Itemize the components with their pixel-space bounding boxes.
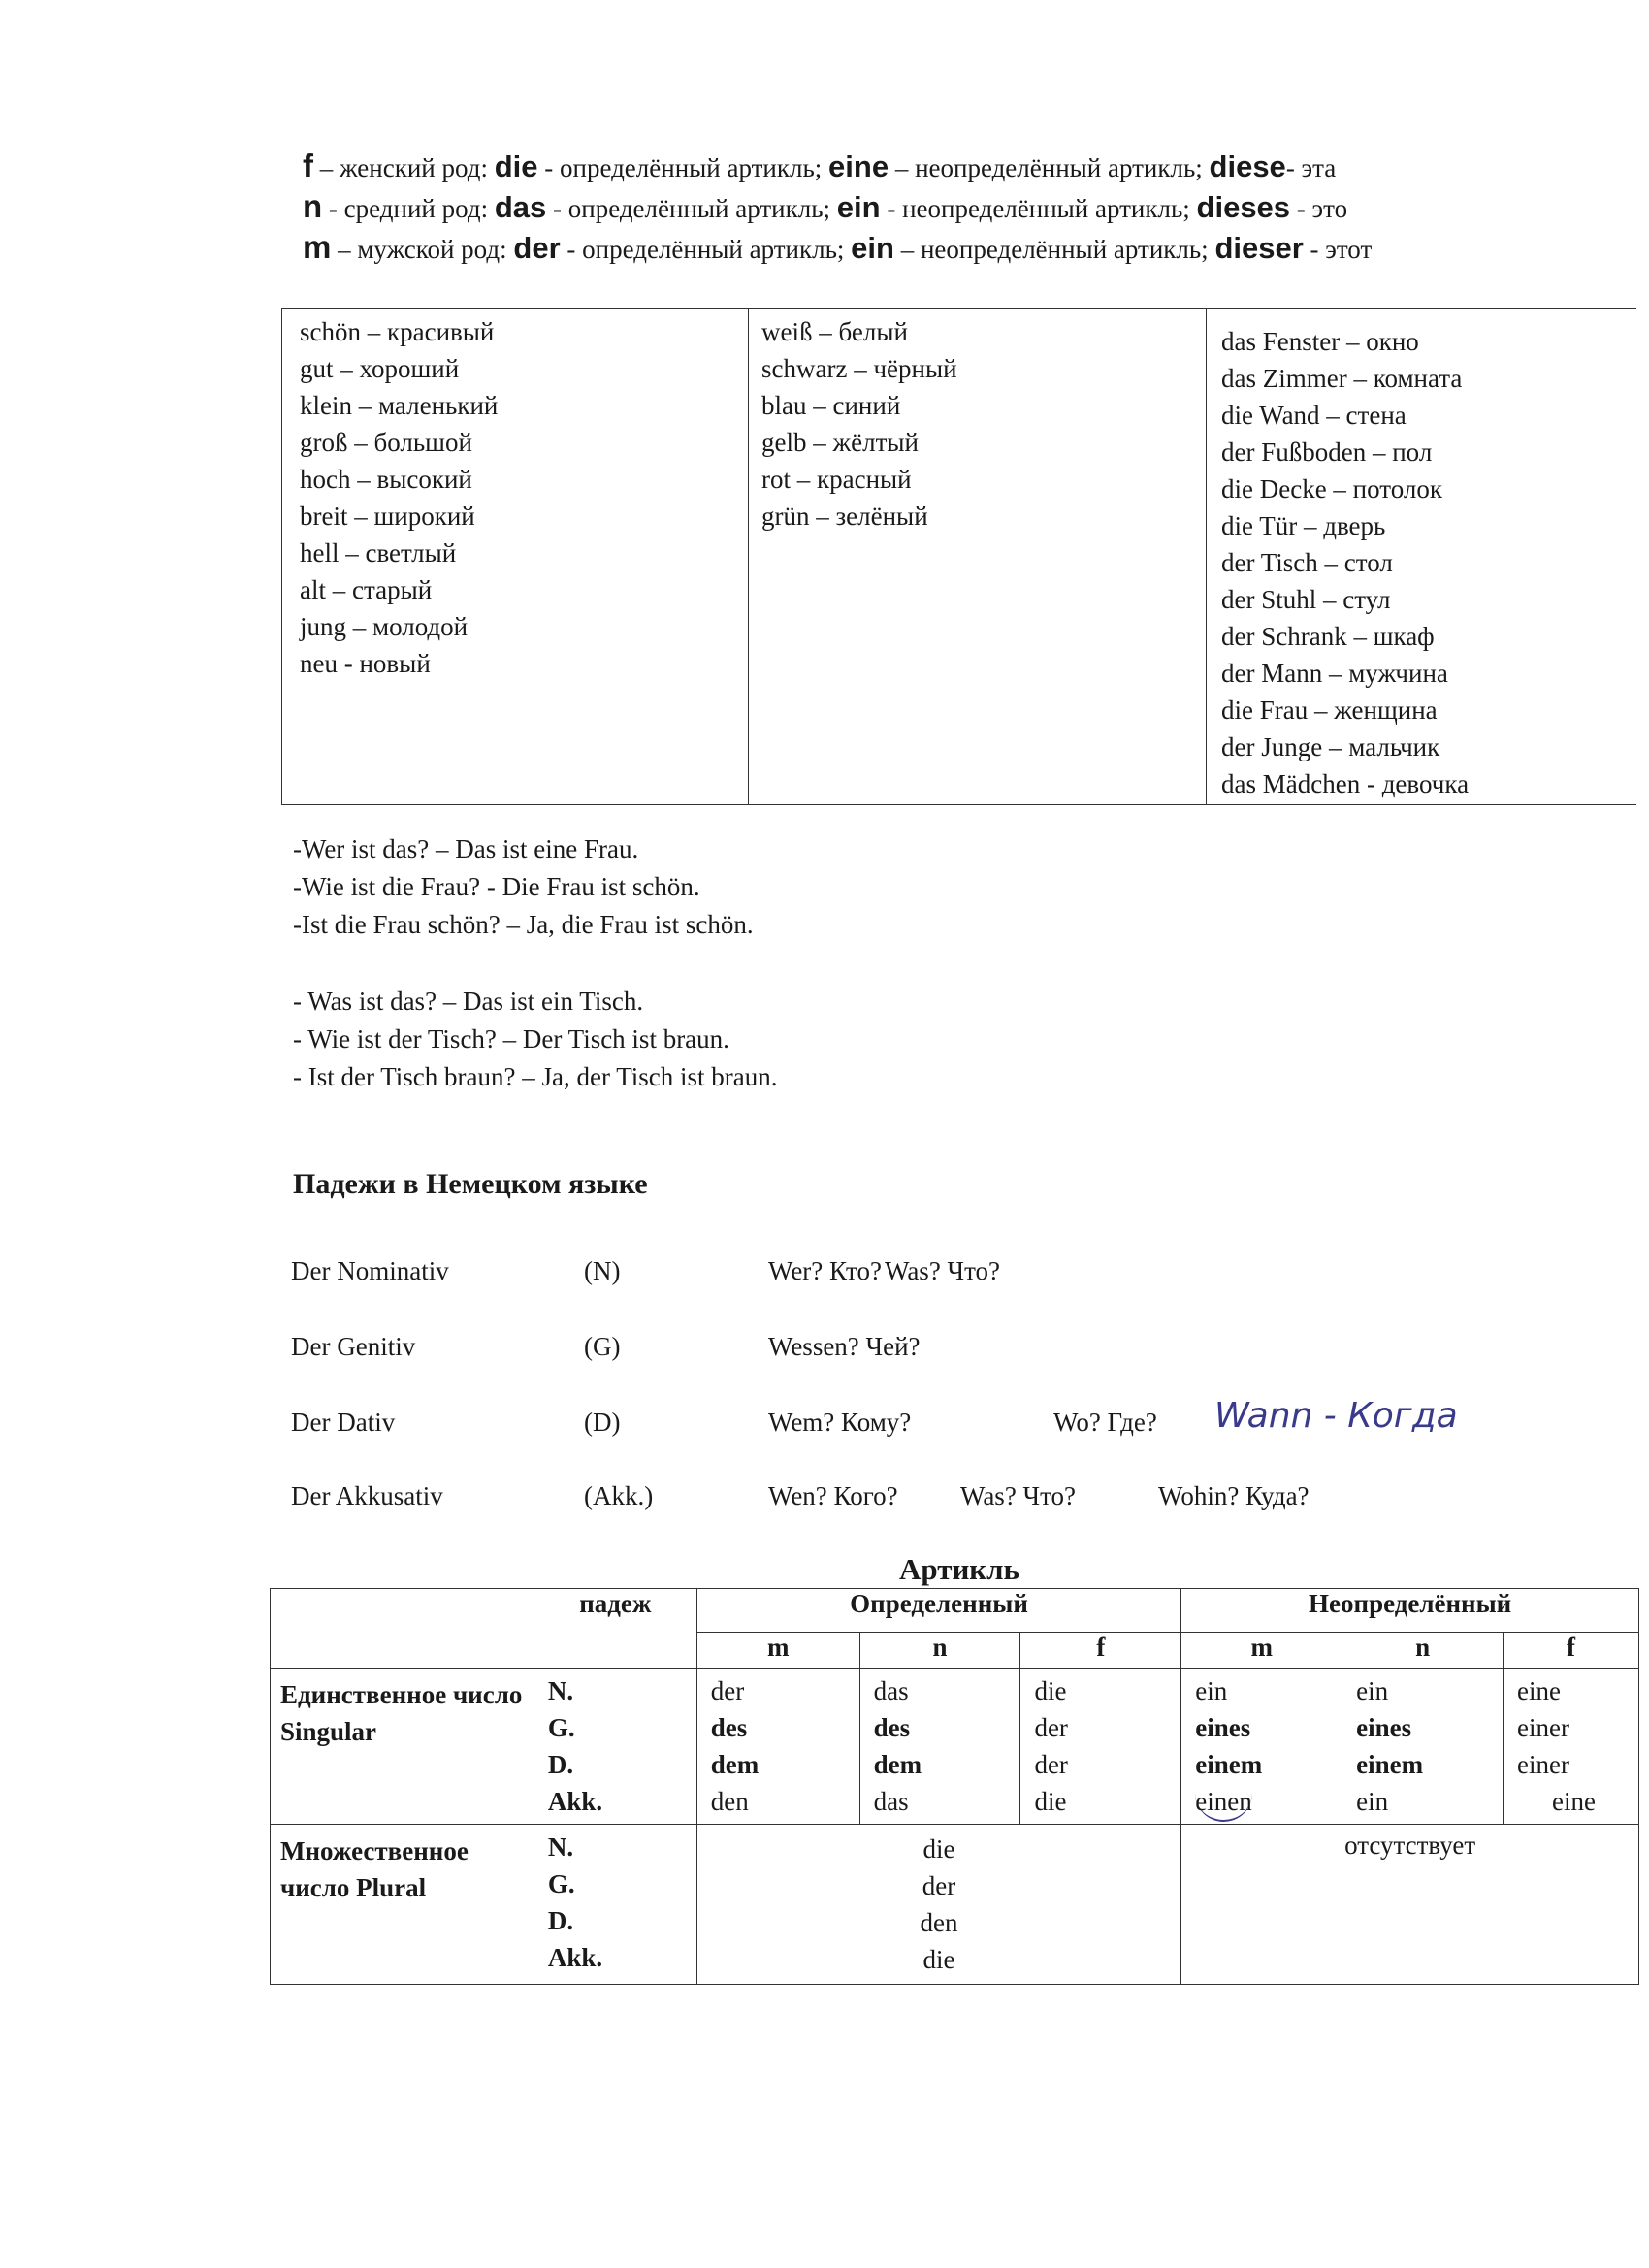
indefinite-article: ein <box>836 190 881 224</box>
vocab-item: hell – светлый <box>300 538 457 567</box>
definite-article: der <box>513 231 561 265</box>
vocab-item: weiß – белый <box>761 317 908 346</box>
vocab-item: blau – синий <box>761 391 901 420</box>
definite-article: die <box>494 149 538 183</box>
vocab-item: die Wand – стена <box>1221 401 1406 430</box>
case-abbr: Akk. <box>547 1943 603 1972</box>
dialogue-line: -Ist die Frau schön? – Ja, die Frau ist schön. <box>293 910 754 939</box>
vocab-item: der Fußboden – пол <box>1221 437 1433 467</box>
article-form: des <box>710 1713 748 1742</box>
article-form: das <box>873 1787 909 1816</box>
article-cell-indef-m <box>1181 1669 1342 1825</box>
article-form: eine <box>1552 1787 1597 1816</box>
label-text: - этот <box>1303 235 1373 264</box>
gender-line-neuter <box>303 186 1602 227</box>
dialogue-line: -Wer ist das? – Das ist eine Frau. <box>293 834 639 863</box>
vocab-item: gut – хороший <box>300 354 460 383</box>
vocab-item: der Stuhl – стул <box>1221 585 1391 614</box>
dialogue-examples <box>293 830 777 1096</box>
case-abbr: (D) <box>584 1408 621 1437</box>
article-form: der <box>1034 1750 1068 1779</box>
dialogue-line: - Wie ist der Tisch? – Der Tisch ist braun. <box>293 1024 729 1053</box>
plural-indefinite-cell <box>1181 1825 1639 1985</box>
row-label-singular: Единственное число Singular <box>271 1669 534 1825</box>
vocab-item: der Junge – мальчик <box>1221 732 1440 761</box>
table-row-singular <box>271 1669 1639 1825</box>
article-form: dem <box>710 1750 760 1779</box>
vocab-item: der Tisch – стол <box>1221 548 1393 577</box>
article-form: die <box>922 1834 955 1863</box>
spacer <box>293 944 777 983</box>
label-text: - это <box>1290 194 1348 223</box>
vocab-item: das Mädchen - девочка <box>1221 769 1470 798</box>
case-row-nominativ <box>291 1251 1552 1290</box>
table-header-indefinite: Неопределённый <box>1181 1589 1639 1633</box>
plural-definite-cell <box>696 1825 1181 1985</box>
indefinite-article: eine <box>828 149 889 183</box>
dialogue-line: - Was ist das? – Das ist ein Tisch. <box>293 987 644 1016</box>
case-question: Wem? Кому? <box>768 1408 912 1437</box>
article-form: des <box>873 1713 911 1742</box>
article-form: eines <box>1356 1713 1412 1742</box>
vocab-item: die Tür – дверь <box>1221 511 1386 540</box>
vocab-item: die Frau – женщина <box>1221 696 1438 725</box>
table-row-plural <box>271 1825 1639 1985</box>
gender-letter: m <box>303 229 332 265</box>
demonstrative: diese <box>1209 149 1286 183</box>
case-abbr: Akk. <box>547 1787 603 1816</box>
case-abbr: (G) <box>584 1332 621 1361</box>
case-question: Wen? Кого? <box>768 1481 898 1510</box>
article-form: den <box>920 1908 958 1937</box>
article-form: einer <box>1517 1750 1569 1779</box>
article-form: der <box>1034 1713 1068 1742</box>
article-cell-def-f <box>1020 1669 1181 1825</box>
case-abbr: (N) <box>584 1256 621 1285</box>
vocab-column-colors <box>750 309 1207 804</box>
article-cell-indef-f <box>1504 1669 1639 1825</box>
handwritten-note: Wann - Когда <box>1214 1396 1458 1436</box>
vocab-item: alt – старый <box>300 575 433 604</box>
article-form: der <box>710 1676 745 1705</box>
article-form: die <box>1034 1676 1067 1705</box>
vocab-item: groß – большой <box>300 428 472 457</box>
article-cell-def-n <box>859 1669 1020 1825</box>
vocab-item: das Zimmer – комната <box>1221 364 1463 393</box>
article-cell-indef-n <box>1342 1669 1504 1825</box>
case-row-dativ <box>291 1396 1552 1442</box>
gender-header: n <box>1342 1633 1504 1669</box>
vocab-item: breit – широкий <box>300 502 475 531</box>
vocab-column-adjectives <box>282 309 749 804</box>
vocab-item: rot – красный <box>761 465 912 494</box>
demonstrative: dieser <box>1214 231 1304 265</box>
article-form: dem <box>873 1750 922 1779</box>
gender-article-lines <box>303 146 1602 268</box>
table-header-definite: Определенный <box>696 1589 1181 1633</box>
case-row-akkusativ <box>291 1476 1552 1515</box>
case-name: Der Nominativ <box>291 1256 449 1285</box>
case-abbr: D. <box>547 1906 574 1935</box>
demonstrative: dieses <box>1196 190 1291 224</box>
dialogue-line: -Wie ist die Frau? - Die Frau ist schön. <box>293 872 700 901</box>
article-form: einem <box>1356 1750 1424 1779</box>
case-abbr: G. <box>547 1713 575 1742</box>
article-table <box>270 1588 1639 1985</box>
vocab-item: hoch – высокий <box>300 465 472 494</box>
case-question: Wer? Кто? <box>768 1256 882 1285</box>
article-form: eine <box>1517 1676 1562 1705</box>
case-question: Wo? Где? <box>1053 1408 1157 1437</box>
case-question: Wohin? Куда? <box>1158 1481 1310 1510</box>
gender-header: n <box>859 1633 1020 1669</box>
label-text: - определённый артикль; <box>560 235 852 264</box>
table-header-empty <box>271 1589 534 1669</box>
case-name: Der Dativ <box>291 1408 396 1437</box>
gender-header: m <box>1181 1633 1342 1669</box>
vocab-item: gelb – жёлтый <box>761 428 919 457</box>
gender-letter: f <box>303 147 313 183</box>
gender-header: m <box>696 1633 859 1669</box>
vocab-item: der Mann – мужчина <box>1221 659 1448 688</box>
article-form: die <box>922 1945 955 1974</box>
article-cell-def-m <box>696 1669 859 1825</box>
gender-desc: – мужской род: <box>331 235 514 264</box>
label-text: - определённый артикль; <box>537 153 829 182</box>
case-question: Wessen? Чей? <box>768 1332 921 1361</box>
gender-header: f <box>1020 1633 1181 1669</box>
vocab-item: jung – молодой <box>300 612 469 641</box>
vocabulary-table <box>281 308 1636 805</box>
gender-line-masculine <box>303 227 1602 268</box>
gender-desc: - средний род: <box>322 194 495 223</box>
definite-article: das <box>494 190 547 224</box>
gender-header: f <box>1504 1633 1639 1669</box>
label-text: - эта <box>1285 153 1337 182</box>
article-form-circled: einen <box>1195 1783 1251 1822</box>
gender-desc: – женский род: <box>313 153 495 182</box>
gender-letter: n <box>303 188 323 224</box>
article-form: den <box>710 1787 749 1816</box>
vocab-item: der Schrank – шкаф <box>1221 622 1435 651</box>
case-name: Der Genitiv <box>291 1332 416 1361</box>
case-question: Was? Что? <box>885 1256 1001 1285</box>
dialogue-line: - Ist der Tisch braun? – Ja, der Tisch ist braun. <box>293 1062 778 1091</box>
label-text: - неопределённый артикль; <box>880 194 1197 223</box>
cases-heading: Падежи в Немецком языке <box>293 1168 648 1200</box>
case-abbr-cell <box>534 1669 696 1825</box>
case-abbr: (Akk.) <box>584 1481 654 1510</box>
case-abbr: G. <box>547 1869 575 1898</box>
vocab-column-nouns <box>1208 309 1634 804</box>
article-form: ein <box>1356 1676 1389 1705</box>
article-form: eines <box>1195 1713 1251 1742</box>
vocab-item: die Decke – потолок <box>1221 474 1442 503</box>
case-abbr: D. <box>547 1750 574 1779</box>
article-form: einem <box>1195 1750 1263 1779</box>
gender-line-feminine <box>303 146 1602 186</box>
article-form: die <box>1034 1787 1067 1816</box>
label-text: – неопределённый артикль; <box>893 235 1215 264</box>
article-form: das <box>873 1676 909 1705</box>
article-form: ein <box>1195 1676 1228 1705</box>
vocab-item: klein – маленький <box>300 391 499 420</box>
case-abbr: N. <box>547 1832 574 1862</box>
article-form: einer <box>1517 1713 1569 1742</box>
article-form: der <box>922 1871 956 1900</box>
case-name: Der Akkusativ <box>291 1481 443 1510</box>
vocab-item: grün – зелёный <box>761 502 928 531</box>
label-text: - определённый артикль; <box>546 194 837 223</box>
indefinite-article: ein <box>851 231 894 265</box>
label-text: – неопределённый артикль; <box>889 153 1210 182</box>
case-question: Was? Что? <box>960 1481 1077 1510</box>
article-table-title: Артикль <box>899 1552 1019 1586</box>
row-label-plural: Множественное число Plural <box>271 1825 534 1985</box>
vocab-item: schwarz – чёрный <box>761 354 957 383</box>
table-header-case: падеж <box>534 1589 696 1669</box>
vocab-item: neu - новый <box>300 649 431 678</box>
absent-label: отсутствует <box>1344 1831 1476 1860</box>
vocab-item: schön – красивый <box>300 317 495 346</box>
vocab-item: das Fenster – окно <box>1221 327 1419 356</box>
article-form: ein <box>1356 1787 1389 1816</box>
case-abbr: N. <box>547 1676 574 1705</box>
case-row-genitiv <box>291 1327 1552 1366</box>
case-abbr-cell <box>534 1825 696 1985</box>
